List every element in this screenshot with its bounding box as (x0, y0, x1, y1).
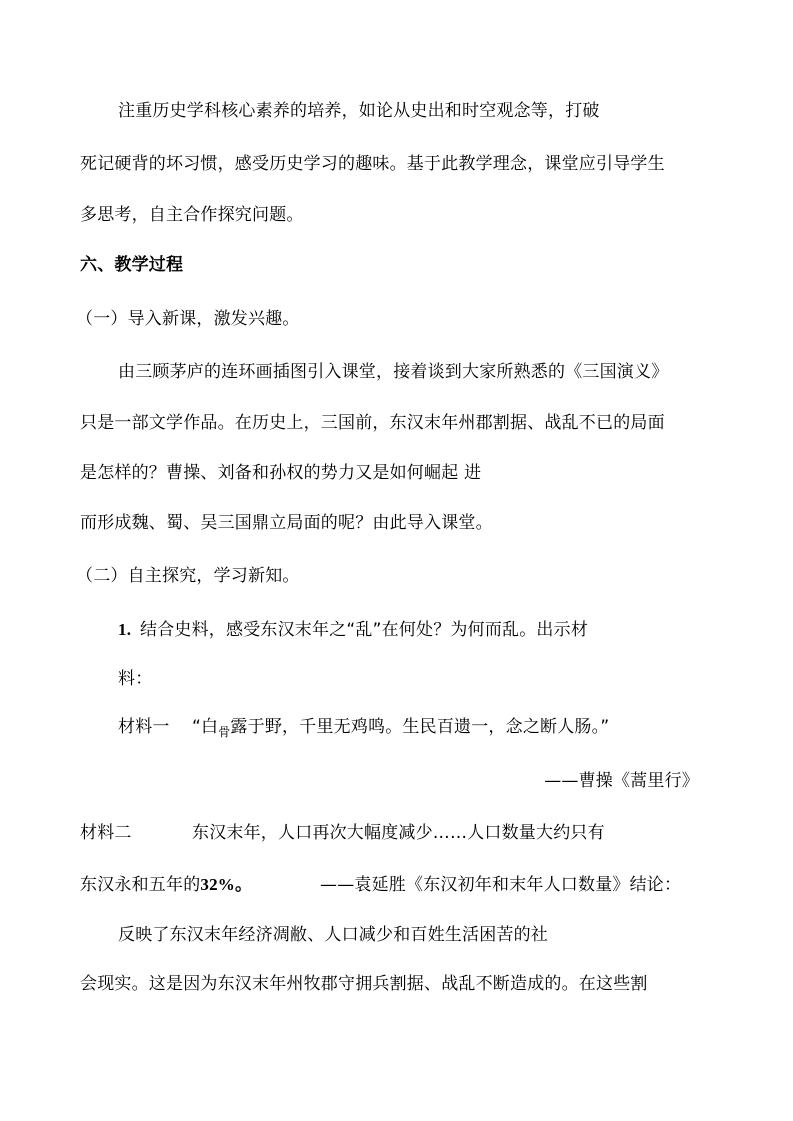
paragraph-line: 只是一部文学作品。在历史上，三国前，东汉末年州郡割据、战乱不已的局面 (80, 413, 665, 433)
paragraph-line: 注重历史学科核心素养的培养，如论从史出和时空观念等，打破 (118, 101, 600, 121)
material-source: ——袁延胜《东汉初年和末年人口数量》结论： (320, 875, 682, 895)
quote-open: “白 (192, 717, 219, 737)
material-text-part: 东汉永和五年的 (80, 875, 201, 895)
paragraph-line: 死记硬背的坏习惯，感受历史学习的趣味。基于此教学理念，课堂应引导学生 (80, 154, 665, 174)
paragraph-line: 而形成魏、蜀、吴三国鼎立局面的呢？由此导入课堂。 (80, 513, 493, 533)
quote-small-char: 骨 (218, 725, 231, 739)
section-heading: 六、教学过程 (80, 255, 184, 275)
material-label: 材料一 (118, 717, 170, 737)
subsection-heading: （二）自主探究，学习新知。 (76, 566, 300, 586)
paragraph-line: 由三顾茅庐的连环画插图引入课堂，接着谈到大家所熟悉的《三国演义》 (118, 362, 669, 382)
paragraph-line: 反映了东汉末年经济凋敝、人口减少和百姓生活困苦的社 (118, 925, 548, 945)
paragraph-line: 是怎样的？曹操、刘备和孙权的势力又是如何崛起 进 (80, 463, 482, 483)
material-quote (192, 716, 609, 739)
subsection-heading: （一）导入新课，激发兴趣。 (76, 309, 300, 329)
material-label: 材料二 (80, 823, 132, 843)
quote-rest: 露于野，千里无鸡鸣。生民百遗一，念之断人肠。” (230, 717, 610, 737)
paragraph-line: 会现实。这是因为东汉末年州牧郡守拥兵割据、战乱不断造成的。在这些割 (80, 974, 648, 994)
percentage-value: 32%。 (200, 875, 253, 894)
list-item-text: 结合史料，感受东汉末年之“乱”在何处？为何而乱。出示材 (140, 620, 589, 640)
material-text: 东汉末年，人口再次大幅度减少……人口数量大约只有 (192, 823, 605, 843)
material-text-line (80, 874, 252, 896)
paragraph-line: 多思考，自主合作探究问题。 (80, 205, 304, 225)
list-item-number (118, 619, 131, 641)
item-number: 1. (118, 620, 132, 639)
material-source: ——曹操《蒿里行》 (544, 771, 699, 791)
list-item-continuation: 料： (118, 669, 153, 689)
